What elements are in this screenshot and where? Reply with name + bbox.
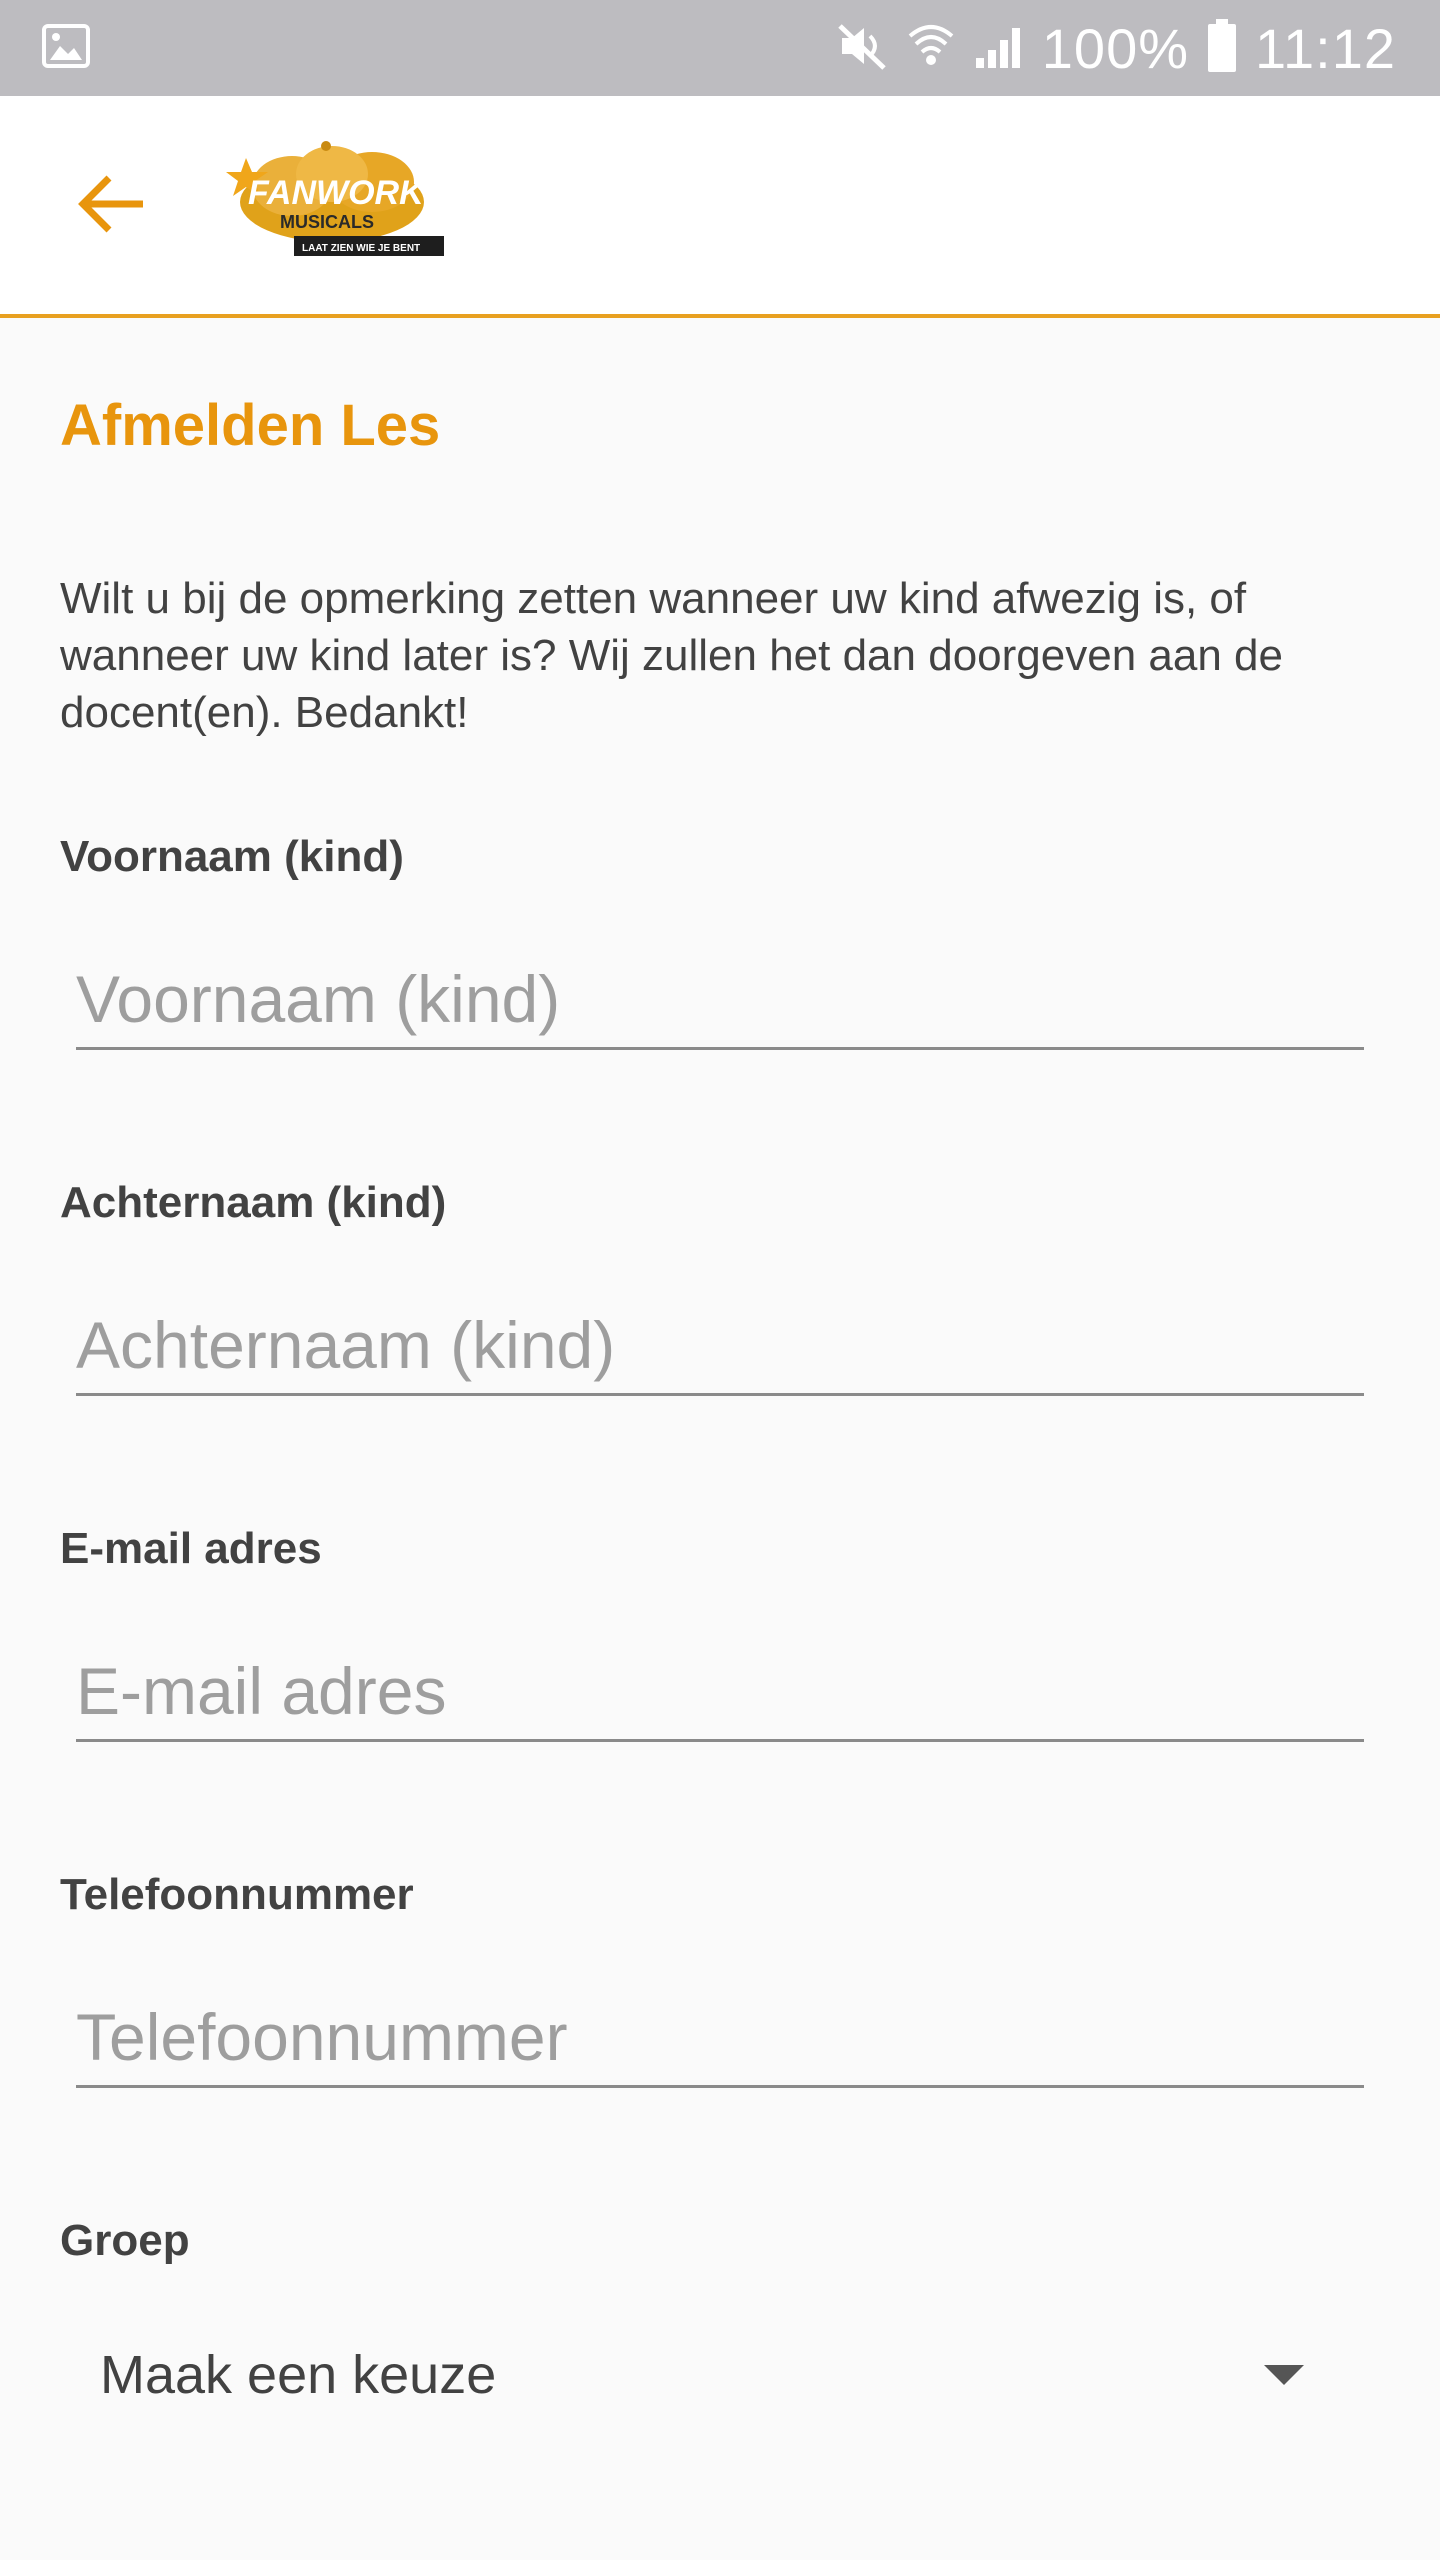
status-bar xyxy=(0,0,1440,96)
group-select-value: Maak een keuze xyxy=(100,2345,497,2405)
first-name-label: Voornaam (kind) xyxy=(60,832,404,881)
intro-text: Wilt u bij de opmerking zetten wanneer uw kind afwezig is, of wanneer uw kind later is? Wij zullen het dan doorgeven aan de docent(en). Bedankt! xyxy=(60,574,1283,737)
svg-text:LAAT ZIEN WIE JE BENT: LAAT ZIEN WIE JE BENT xyxy=(302,243,421,254)
page-title: Afmelden Les xyxy=(60,393,441,458)
group-label: Groep xyxy=(60,2216,190,2265)
chevron-down-icon xyxy=(1264,2365,1304,2385)
signal-icon xyxy=(974,22,1024,75)
back-button[interactable] xyxy=(62,156,162,256)
group-select[interactable] xyxy=(76,2320,1364,2430)
mute-icon xyxy=(836,20,888,77)
last-name-label: Achternaam (kind) xyxy=(60,1178,447,1227)
email-input[interactable] xyxy=(76,1642,1364,1742)
last-name-input[interactable] xyxy=(76,1296,1364,1396)
phone-label: Telefoonnummer xyxy=(60,1870,414,1919)
battery-percentage: 100% xyxy=(1041,16,1190,80)
email-label: E-mail adres xyxy=(60,1524,322,1573)
battery-icon xyxy=(1207,19,1237,78)
clock: 11:12 xyxy=(1255,16,1396,80)
phone-input[interactable] xyxy=(76,1988,1364,2088)
image-icon xyxy=(42,24,90,73)
first-name-input[interactable] xyxy=(76,950,1364,1050)
svg-text:MUSICALS: MUSICALS xyxy=(280,212,374,232)
app-bar xyxy=(0,96,1440,318)
fanwork-logo xyxy=(222,140,450,270)
wifi-icon xyxy=(906,20,956,77)
svg-text:FANWORK: FANWORK xyxy=(248,174,424,212)
arrow-back-icon xyxy=(77,174,147,239)
